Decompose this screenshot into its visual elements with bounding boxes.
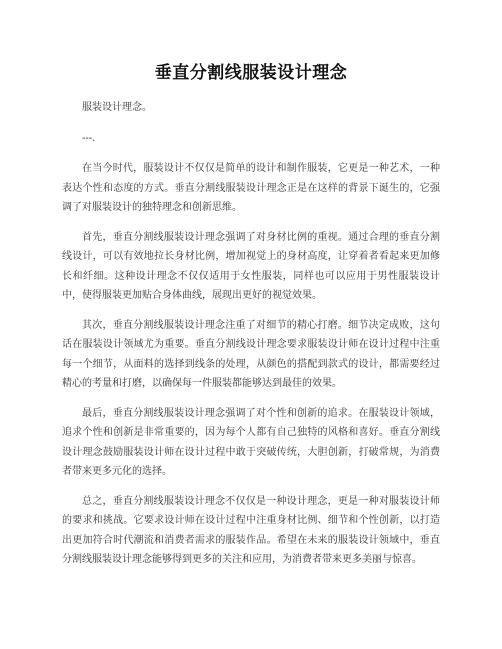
paragraph-intro: 在当今时代，服装设计不仅仅是简单的设计和制作服装，它更是一种艺术，一种表达个性和态度的方式。垂直分割线服装设计理念正是在这样的背景下诞生的，它强调了对服装设计的独特理念和创新思维。 — [62, 163, 440, 213]
paragraph-subtitle: 服装设计理念。 — [82, 102, 152, 113]
document-title: 垂直分割线服装设计理念 — [154, 63, 348, 83]
paragraph-second: 其次，垂直分割线服装设计理念注重了对细节的精心打磨。细节决定成败，这句话在服装设计领域尤为重要。垂直分割线设计理念要求服装设计师在设计过程中注重每一个细节，从面料的选择到线条的处理，从颜色的搭配到款式的设计，都需要经过精心的考量和打磨，以确保每一件服装都能够达到最佳的效果。 — [62, 319, 440, 389]
document-body — [62, 98, 440, 570]
paragraph-separator: ---. — [82, 132, 96, 144]
paragraph-conclusion: 总之，垂直分割线服装设计理念不仅仅是一种设计理念，更是一种对服装设计师的要求和挑战。它要求设计师在设计过程中注重身材比例、细节和个性创新，以打造出更加符合时代潮流和消费者需求的服装作品。希望在未来的服装设计领域中，垂直分割线服装设计理念能够得到更多的关注和应用，为消费者带来更多美丽与惊喜。 — [62, 495, 440, 565]
paragraph-first: 首先，垂直分割线服装设计理念强调了对身材比例的重视。通过合理的垂直分割线设计，可以有效地拉长身材比例，增加视觉上的身材高度，让穿着者看起来更加修长和纤细。这种设计理念不仅仅适用于女性服装，同样也可以应用于男性服装设计中，使得服装更加贴合身体曲线，展现出更好的视觉效果。 — [62, 231, 440, 301]
paragraph-last: 最后，垂直分割线服装设计理念强调了对个性和创新的追求。在服装设计领域，追求个性和创新是非常重要的，因为每个人都有自己独特的风格和喜好。垂直分割线设计理念鼓励服装设计师在设计过程中敢于突破传统，大胆创新，打破常规，为消费者带来更多元化的选择。 — [62, 407, 440, 477]
